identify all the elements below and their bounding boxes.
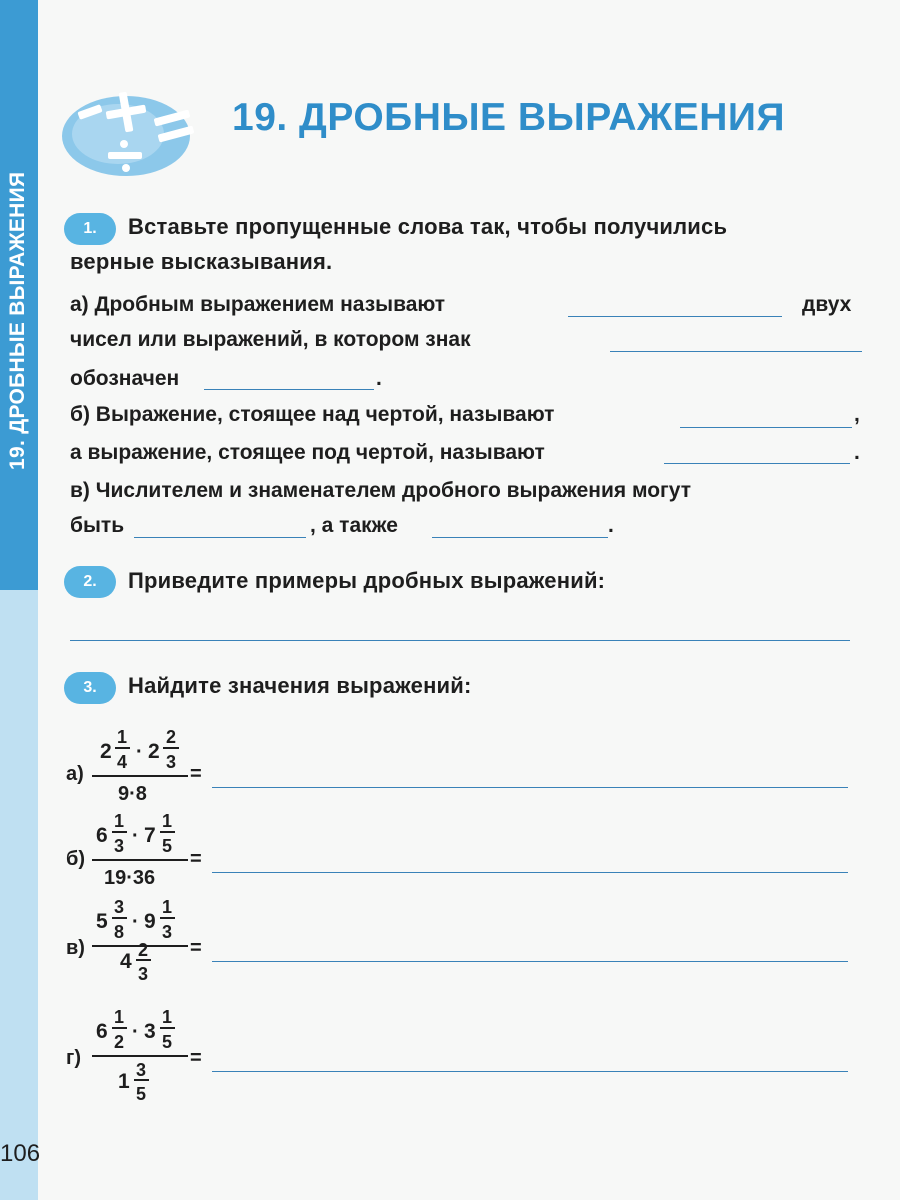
answer-blank[interactable] [680, 427, 852, 428]
item-label: г) [66, 1047, 81, 1069]
numerator: 2 [138, 940, 149, 960]
side-strip-lower [0, 590, 41, 1200]
task-number-badge: 1. [64, 213, 116, 245]
whole: 2 [100, 740, 112, 763]
operator: · [132, 1021, 139, 1043]
task1-a-line2: чисел или выражений, в котором знак [70, 328, 471, 351]
task1-c-line2-end: . [608, 514, 614, 537]
task1-a-line1: а) Дробным выражением называют [70, 293, 446, 316]
fraction-expression-c [90, 894, 200, 984]
task1-prompt-line2: верные высказывания. [70, 249, 333, 274]
page-number: 106 [0, 1140, 41, 1167]
operator: · [132, 825, 139, 847]
fraction-expression-a [90, 718, 200, 808]
numerator: 2 [166, 727, 177, 747]
denominator: 5 [136, 1084, 147, 1104]
answer-blank[interactable] [568, 316, 782, 317]
answer-line[interactable] [212, 961, 848, 962]
equals-sign: = [190, 1047, 202, 1069]
task2-prompt: Приведите примеры дробных выражений: [128, 568, 606, 593]
whole: 2 [148, 740, 160, 763]
task1-a-line3-end: . [376, 367, 382, 390]
numerator: 3 [136, 1060, 147, 1080]
side-strip-label [6, 444, 30, 470]
task1-b-line1: б) Выражение, стоящее над чертой, называют [70, 403, 555, 426]
equals-sign: = [190, 937, 202, 959]
task-number-badge: 2. [64, 566, 116, 598]
denominator: 3 [114, 836, 125, 856]
whole: 6 [96, 1020, 108, 1043]
math-symbols-logo [58, 78, 228, 186]
numerator: 1 [162, 897, 173, 917]
numerator: 3 [114, 897, 125, 917]
fraction-expression-d [90, 1004, 200, 1114]
task1-c-line2-mid: , а также [310, 514, 398, 537]
whole: 7 [144, 824, 156, 847]
answer-line[interactable] [212, 1071, 848, 1072]
numerator: 1 [162, 1007, 173, 1027]
numerator: 1 [114, 1007, 125, 1027]
denominator: 9·8 [118, 783, 147, 805]
task1-b-line2-end: . [854, 441, 860, 464]
item-label: а) [66, 763, 84, 785]
whole: 6 [96, 824, 108, 847]
denominator: 3 [162, 922, 173, 942]
whole: 1 [118, 1070, 130, 1093]
task1-b-line2: а выражение, стоящее под чертой, называют [70, 441, 545, 464]
answer-line[interactable] [212, 787, 848, 788]
denominator: 19·36 [104, 867, 156, 889]
denominator: 2 [114, 1032, 125, 1052]
task-number-badge: 3. [64, 672, 116, 704]
task1-a-line3: обозначен [70, 367, 180, 390]
equals-sign: = [190, 763, 202, 785]
numerator: 1 [162, 811, 173, 831]
task1-c-line1: в) Числителем и знаменателем дробного выражения могут [70, 479, 692, 502]
task3-prompt: Найдите значения выражений: [128, 673, 472, 698]
equals-sign: = [190, 848, 202, 870]
answer-blank[interactable] [134, 537, 306, 538]
numerator: 1 [114, 811, 125, 831]
denominator: 3 [166, 752, 177, 772]
answer-blank[interactable] [664, 463, 850, 464]
fraction-expression-b [90, 804, 200, 894]
answer-blank[interactable] [610, 351, 862, 352]
page-title: 19. ДРОБНЫЕ ВЫРАЖЕНИЯ [232, 96, 785, 139]
denominator: 5 [162, 836, 173, 856]
item-label: в) [66, 937, 85, 959]
answer-line[interactable] [70, 640, 850, 641]
item-label: б) [66, 848, 86, 870]
whole: 4 [120, 950, 132, 973]
operator: · [136, 741, 143, 763]
task1-c-line2-start: быть [70, 514, 125, 537]
task1-a-line1-end: двух [802, 293, 852, 316]
operator: · [132, 911, 139, 933]
whole: 9 [144, 910, 156, 933]
whole: 3 [144, 1020, 156, 1043]
answer-line[interactable] [212, 872, 848, 873]
answer-blank[interactable] [204, 389, 374, 390]
denominator: 5 [162, 1032, 173, 1052]
denominator: 8 [114, 922, 125, 942]
numerator: 1 [117, 727, 128, 747]
answer-blank[interactable] [432, 537, 608, 538]
task1-b-line1-end: , [854, 403, 860, 426]
denominator: 3 [138, 964, 149, 984]
whole: 5 [96, 910, 108, 933]
task1-prompt-line1: Вставьте пропущенные слова так, чтобы получились [128, 214, 728, 239]
denominator: 4 [117, 752, 128, 772]
